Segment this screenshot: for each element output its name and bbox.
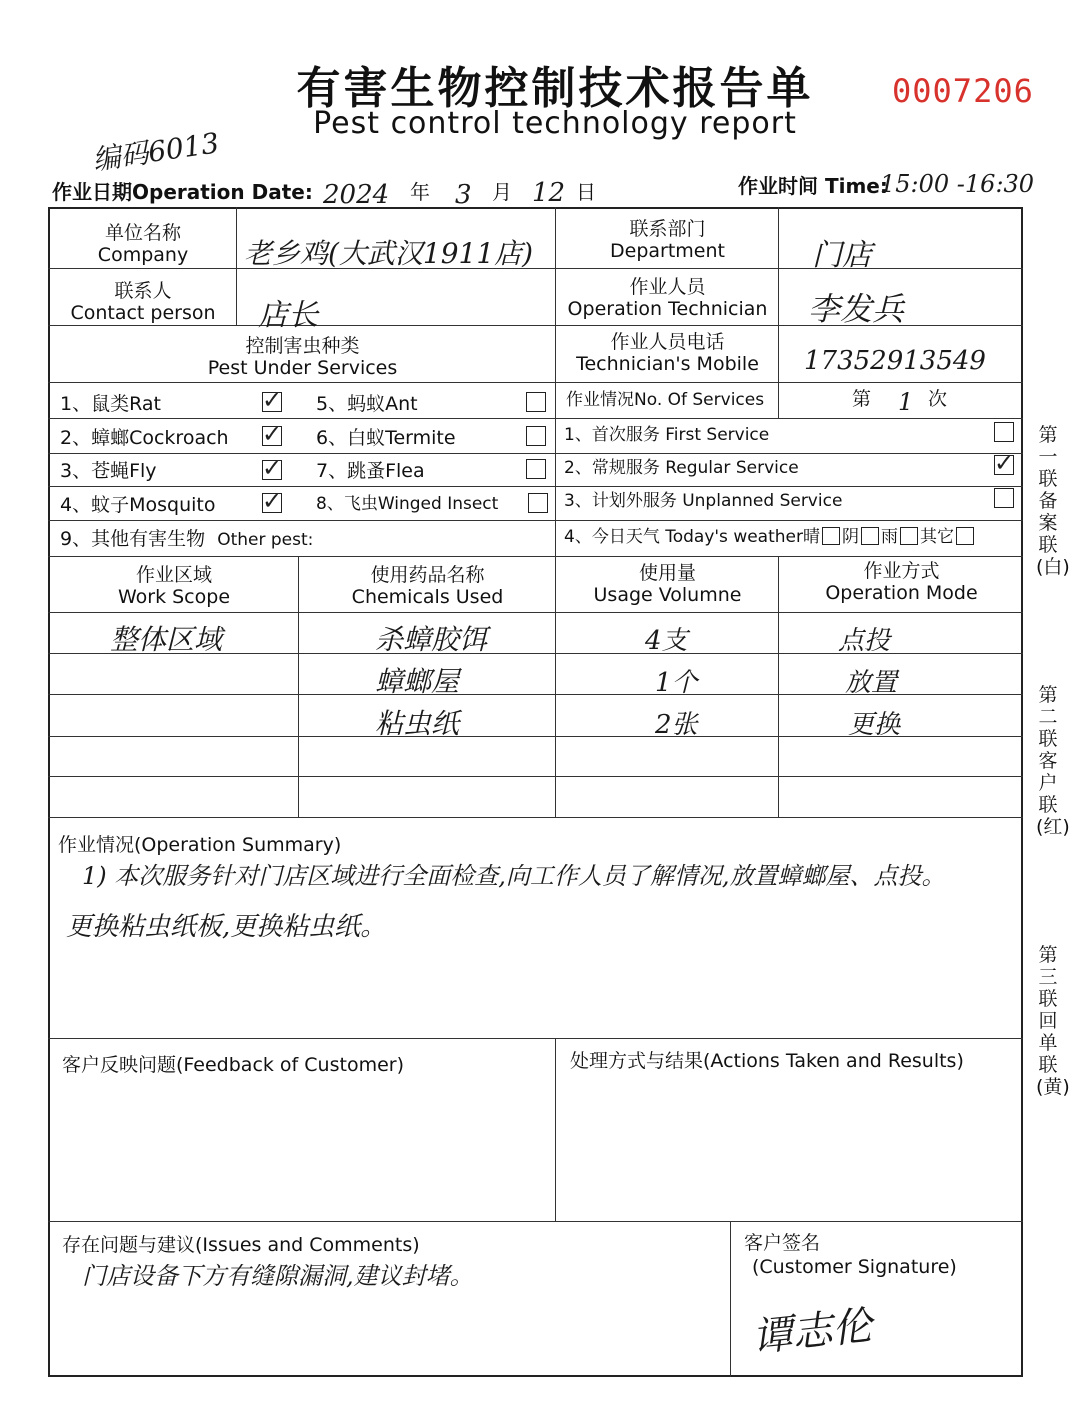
pest-item-ant: 5、蚂蚁Ant <box>316 393 418 415</box>
actions-label: 处理方式与结果(Actions Taken and Results) <box>570 1050 964 1072</box>
grid-line <box>778 207 779 418</box>
technician-label: 作业人员 Operation Technician <box>567 276 768 320</box>
operation-time-value: 15:00 -16:30 <box>880 170 1035 198</box>
service-checkbox-regular[interactable] <box>994 449 1015 477</box>
handwritten-code: 编码6013 <box>90 126 222 177</box>
grid-line <box>48 612 1023 613</box>
signature-label-en: (Customer Signature) <box>752 1256 957 1278</box>
weather-checkbox-sunny[interactable] <box>822 527 840 545</box>
grid-line <box>48 418 1023 419</box>
weather-option-other: 其它 <box>920 527 954 547</box>
summary-label: 作业情况(Operation Summary) <box>58 834 342 856</box>
table-cell-chemical: 蟑螂屋 <box>375 665 460 698</box>
form-title-en: Pest control technology report <box>313 106 797 141</box>
pest-checkbox-ant[interactable] <box>526 392 546 412</box>
signature-label-cn: 客户签名 <box>744 1232 821 1254</box>
grid-line <box>48 556 1023 557</box>
grid-line <box>236 207 237 325</box>
weather-option-rain: 雨 <box>881 527 898 547</box>
grid-line <box>298 556 299 817</box>
weather-option-cloudy: 阴 <box>842 527 859 547</box>
summary-line-2: 更换粘虫纸板,更换粘虫纸。 <box>66 912 387 942</box>
pest-item-cockroach: 2、蟑螂Cockroach <box>60 427 229 449</box>
customer-signature: 谭志伦 <box>750 1302 875 1362</box>
table-cell-volume: 2张 <box>655 710 698 740</box>
work-table-header-volume: 使用量 Usage Volumne <box>593 562 742 606</box>
side-copy-third: 第三联 回单联(黄) <box>1036 944 1070 1098</box>
grid-line <box>555 207 556 817</box>
table-cell-chemical: 粘虫纸 <box>375 707 460 740</box>
service-count-value: 1 <box>898 388 914 416</box>
weather-checkbox-cloudy[interactable] <box>861 527 879 545</box>
contact-value: 店长 <box>258 298 318 333</box>
pest-item-rat: 1、鼠类Rat <box>60 393 161 415</box>
feedback-label: 客户反映问题(Feedback of Customer) <box>62 1054 404 1076</box>
pests-header: 控制害虫种类 Pest Under Services <box>207 335 398 379</box>
grid-line <box>48 486 1023 487</box>
weather-checkbox-other[interactable] <box>956 527 974 545</box>
pest-item-termite: 6、白蚁Termite <box>316 427 456 449</box>
service-item-regular: 2、常规服务 Regular Service <box>564 458 799 478</box>
service-item-unplanned: 3、计划外服务 Unplanned Service <box>564 491 843 511</box>
month-label: 月 <box>492 180 512 204</box>
grid-line <box>555 1038 556 1221</box>
service-checkbox-first[interactable] <box>994 422 1014 442</box>
table-cell-mode: 放置 <box>845 668 898 698</box>
pest-checkbox-rat[interactable] <box>262 386 283 414</box>
grid-line <box>48 382 1023 383</box>
day-label: 日 <box>576 180 596 204</box>
check-mark-icon: ✓ <box>262 420 283 448</box>
department-label: 联系部门 Department <box>610 218 725 262</box>
grid-line <box>48 1221 1023 1222</box>
grid-line <box>48 776 1023 777</box>
contact-label: 联系人 Contact person <box>70 280 216 324</box>
pest-checkbox-flea[interactable] <box>526 459 546 479</box>
pest-checkbox-winged-insect[interactable] <box>528 493 548 513</box>
grid-line <box>48 817 1023 818</box>
table-cell-mode: 更换 <box>848 710 901 740</box>
mobile-value: 17352913549 <box>804 346 986 376</box>
side-copy-second: 第二联 客户联(红) <box>1036 684 1070 838</box>
technician-value: 李发兵 <box>808 290 905 328</box>
table-cell-scope: 整体区域 <box>110 623 223 656</box>
grid-line <box>778 556 779 817</box>
year-label: 年 <box>410 180 430 204</box>
work-table-header-scope: 作业区域 Work Scope <box>117 564 231 608</box>
grid-line <box>730 1221 731 1377</box>
weather-row <box>564 527 976 547</box>
summary-line-1: 1) 本次服务针对门店区域进行全面检查,向工作人员了解情况,放置蟑螂屋、点投。 <box>82 862 946 890</box>
table-cell-volume: 4支 <box>645 626 688 656</box>
date-year: 2024 <box>323 180 390 210</box>
service-item-first: 1、首次服务 First Service <box>564 425 770 445</box>
mobile-label: 作业人员电话 Technician's Mobile <box>576 331 759 375</box>
pest-checkbox-mosquito[interactable] <box>262 487 283 515</box>
grid-line <box>48 520 1023 521</box>
check-mark-icon: ✓ <box>994 449 1015 477</box>
pest-checkbox-cockroach[interactable] <box>262 420 283 448</box>
pest-checkbox-fly[interactable] <box>262 454 283 482</box>
issues-value: 门店设备下方有缝隙漏洞,建议封堵。 <box>82 1262 474 1290</box>
department-value: 门店 <box>812 238 872 273</box>
service-count-label: 作业情况No. Of Services <box>566 390 765 410</box>
date-day: 12 <box>532 178 566 208</box>
serial-number: 0007206 <box>892 72 1034 110</box>
check-mark-icon: ✓ <box>262 487 283 515</box>
service-checkbox-unplanned[interactable] <box>994 488 1014 508</box>
table-cell-mode: 点投 <box>838 626 891 656</box>
operation-date-label: 作业日期Operation Date: <box>52 180 313 204</box>
service-count-suffix: 次 <box>928 388 948 410</box>
weather-option-sunny: 晴 <box>803 527 820 547</box>
pest-item-flea: 7、跳蚤Flea <box>316 460 425 482</box>
pest-item-fly: 3、苍蝇Fly <box>60 460 157 482</box>
side-copy-first: 第一联 备案联(白) <box>1036 424 1070 578</box>
weather-checkbox-rain[interactable] <box>900 527 918 545</box>
company-label: 单位名称 Company <box>97 222 189 266</box>
issues-label: 存在问题与建议(Issues and Comments) <box>62 1234 420 1256</box>
work-table-header-mode: 作业方式 Operation Mode <box>825 560 978 604</box>
table-cell-chemical: 杀蟑胶饵 <box>375 623 488 656</box>
table-cell-volume: 1个 <box>655 668 698 698</box>
check-mark-icon: ✓ <box>262 454 283 482</box>
pest-checkbox-termite[interactable] <box>526 426 546 446</box>
pest-item-winged-insect: 8、飞虫Winged Insect <box>316 494 499 514</box>
service-count-prefix: 第 <box>852 388 872 410</box>
work-table-header-chemical: 使用药品名称 Chemicals Used <box>351 564 504 608</box>
grid-line <box>48 268 1023 269</box>
form-title-cn: 有害生物控制技术报告单 <box>296 63 814 114</box>
other-pest-label: 9、其他有害生物 Other pest: <box>60 528 314 550</box>
grid-line <box>48 453 1023 454</box>
grid-line <box>48 1038 1023 1039</box>
company-value: 老乡鸡(大武汉1911店) <box>244 237 534 270</box>
weather-label: 4、今日天气 Today's weather <box>564 527 803 547</box>
pest-item-mosquito: 4、蚊子Mosquito <box>60 494 216 516</box>
check-mark-icon: ✓ <box>262 386 283 414</box>
operation-time-label: 作业时间 Time: <box>738 174 888 198</box>
date-month: 3 <box>455 180 472 210</box>
